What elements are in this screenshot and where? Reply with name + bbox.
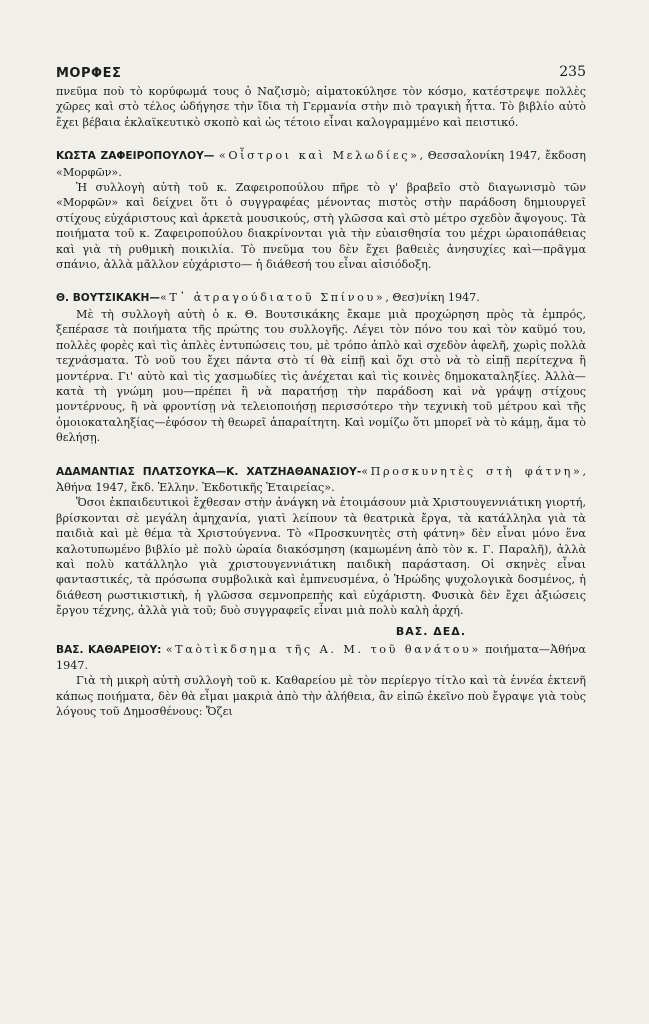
review-body: Ὅσοι ἐκπαιδευτικοὶ ἔχθεσαν στὴν ἀνάγκη νὰ ἑτοιμάσουν μιὰ Χριστουγεννιάτικη γιορτή, βρίσκονται σὲ μεγάλη ἀμηχανία, γιατὶ λείπουν τὰ θεατρικὰ ἔργα, τὰ κατάλληλα γιὰ τὰ παιδιὰ καὶ μὲ θέμα τὰ Χριστούγεννα. Τὸ «Προσκυνητὲς στὴ φάτνη» δὲν εἶναι μόνο ἕνα καλοτυπωμένο βιβλίο μὲ πολὺ ὡραία διακόσμηση (καμωμένη ἀπὸ τὸν κ. Γ. Παραλῆ), ἀλλὰ καὶ πολὺ κατάλληλο γιὰ χριστουγεννιάτικη παιδικὴ παράσταση. Οἱ σκηνὲς εἶναι φανταστικές, τὰ πρόσωπα συμβολικὰ καὶ ἐμπνευσμένα, ὁ Ἡρώδης ψυχολογικὰ δοσμένος, ἡ διάθεση ρωστικιστικὴ, ἡ γλῶσσα σεμνοπρεπὴς καὶ εὐχάριστη. Φυσικὰ δὲν ἔχει ἀξιώσεις ἔργου τέχνης, ἀλλὰ γιὰ τοῦ; δυὸ συγγραφεῖς εἶναι μιὰ πολὺ καλὴ ἀρχή. — [56, 496, 586, 618]
review-heading — [56, 642, 586, 674]
review-author: Θ. ΒΟΥΤΣΙΚΑΚΗ— — [56, 292, 160, 305]
review-book-title: «Τ᾿ ἀτραγούδιατοῦ Σπίνου» — [159, 291, 386, 305]
review-publication-details: , Ἀθήνα 1947, ἔκδ. Ἑλλην. Ἐκδοτικῆς Ἑταιρείας». — [56, 464, 586, 494]
reviewer-signature: ΒΑΣ. ΔΕΔ. — [395, 624, 466, 638]
review-body: Μὲ τὴ συλλογὴ αὐτὴ ὁ κ. Θ. Βουτσικάκης ἔκαμε μιὰ προχώρηση πρὸς τὰ ἐμπρός, ξεπέρασε τὰ ποιήματα τῆς πρώτης του συλλογῆς. Λέγει τὸν πόνο του καὶ τὸν καϋμό του, πολλὲς φορὲς καὶ τὶς ἁπλὲς ἐντυπώσεις του, μὲ τρόπο ἁπλὸ καὶ σχεδὸν ἀφελῆ, χωρὶς πολλὰ τεχνάσματα. Τὸ νοῦ του ἔχει πάντα στὸ τί θὰ εἰπῇ καὶ ὄχι στὸ νὰ τὸ εἰπῇ περίτεχνα ἢ μοντέρνα. Γι' αὐτὸ καὶ τὶς χασμωδίες τὶς ἀνέχεται καὶ τὶς κοινὲς δημοκαταληξίες. Ἀλλὰ—κατὰ τὴ γνώμη μου—πρέπει ἢ νὰ παρατήσῃ τὴν παράδοση καὶ νὰ γράψῃ στίχους μοντέρνους, ἢ νὰ φροντίσῃ νὰ τελειοποιήσῃ περισσότερο τὴν τεχνικὴ τοῦ μέτρου καὶ τῆς ὁμοιοκαταληξίας—ἐφόσον τὴ θεωρεῖ ἀπαραίτητη. Καὶ νομίζω ὅτι μπορεῖ νὰ τὸ κάμῃ, ἅμα τὸ θελήσῃ. — [56, 307, 586, 445]
review-heading — [56, 148, 586, 180]
review-voutsikaki — [56, 290, 586, 445]
review-publication-details: , Θεσ)νίκη 1947. — [385, 291, 480, 305]
book-page — [56, 62, 586, 720]
review-body: Γιὰ τὴ μικρὴ αὐτὴ συλλογὴ τοῦ κ. Καθαρείου μὲ τὸν περίεργο τίτλο καὶ τὰ ἐννέα ἐκτενῆ κάπως ποιήματα, δὲν θὰ εἶμαι μακριὰ ἀπὸ τὴν ἀλήθεια, ἂν εἰπῶ ἐκεῖνο ποὺ ἔγραψε γιὰ τοὺς λόγους τοῦ Δημοσθένους: Ὄζει — [56, 674, 586, 719]
review-heading — [56, 290, 586, 306]
review-book-title: «Οἶστροι καὶ Μελωδίες» — [218, 149, 420, 163]
running-head — [56, 62, 586, 84]
review-author: ΚΩΣΤΑ ΖΑΦΕΙΡΟΠΟΥΛΟΥ— — [56, 150, 215, 163]
review-heading — [56, 464, 586, 496]
review-author: ΑΔΑΜΑΝΤΙΑΣ ΠΛΑΤΣΟΥΚΑ—Κ. ΧΑΤΖΗΑΘΑΝΑΣΙΟΥ- — [56, 465, 362, 478]
review-book-title: «Προσκυνητὲς στὴ φάτνη» — [361, 464, 583, 478]
review-kathareiou — [56, 642, 586, 720]
review-platsouka-chatziathanasiou — [56, 464, 586, 638]
review-book-title: «Ταὸτὶκδσημα τῆς Α. Μ. τοῦ θανάτου» — [165, 642, 481, 656]
running-head-title: ΜΟΡΦΕΣ — [56, 66, 122, 81]
review-body: Ἡ συλλογὴ αὐτὴ τοῦ κ. Ζαφειροπούλου πῆρε τὸ γ' βραβεῖο στὸ διαγωνισμὸ τῶν «Μορφῶν» καὶ δείχνει ὅτι ὁ συγγραφέας μένοντας πιστὸς στὴν παράδοση δημιουργεῖ στίχους εὐχάριστους καὶ ἀρκετὰ μουσικούς, στὴ γλῶσσα καὶ στὸ μέτρο σχεδὸν ἄψογους. Τὰ ποιήματα τοῦ κ. Ζαφειροπούλου διακρίνονται γιὰ τὴν εὐαισθησία του μέχρι ὡραιοπάθειας καὶ γιὰ τὴ ρυθμικὴ ποικιλία. Τὸ πνεῦμα του δὲν ἔχει βαθειὲς ἀνησυχίες καὶ—πρᾶγμα σπάνιο, ἀλλὰ μᾶλλον εὐχάριστο— ἡ διάθεσή του εἶναι αἰσιόδοξη. — [56, 181, 586, 272]
review-zafeiropoulou — [56, 148, 586, 272]
review-publication-details: , Θεσσαλονίκη 1947, ἔκδοση «Μορφῶν». — [56, 149, 586, 179]
review-author: ΒΑΣ. ΚΑΘΑΡΕΙΟΥ: — [56, 643, 162, 656]
intro-paragraph: πνεῦμα ποὺ τὸ κορύφωμά τους ὁ Ναζισμὸ; αἱματοκύλησε τὸν κόσμο, κατέστρεψε πολλὲς χῶρες καὶ στὸ τέλος ὡδήγησε τὴν ἴδια τὴ Γερμανία στὴν πιὸ τραγικὴ ἧττα. Τὸ βιβλίο αὐτὸ ἔχει βέβαια ἐκλαϊκευτικὸ σκοπὸ καὶ ὡς τέτοιο εἶναι καλογραμμένο καὶ πειστικό. — [56, 85, 586, 129]
page-number: 235 — [559, 64, 586, 80]
review-publication-details: ποιήματα—Ἀθήνα 1947. — [56, 642, 586, 672]
